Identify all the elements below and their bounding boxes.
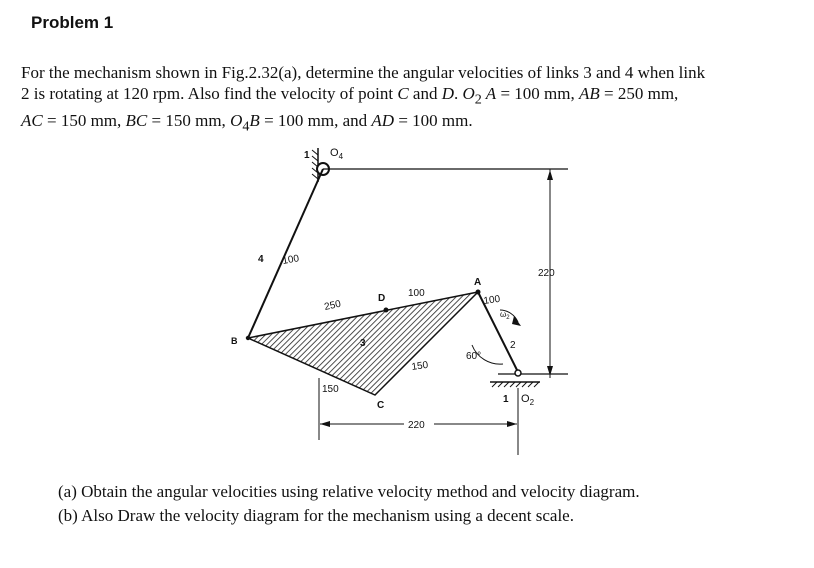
joint-o2 bbox=[515, 370, 521, 376]
statement-line-1: For the mechanism shown in Fig.2.32(a), determine the angular velocities of links 3 and 4 when link bbox=[21, 63, 706, 82]
dim-arrow-right bbox=[507, 421, 517, 427]
label-dim-o2a: 100 bbox=[482, 293, 501, 307]
label-dim-vertical: 220 bbox=[538, 268, 555, 279]
statement-line-2: 2 is rotating at 120 rpm. Also find the velocity of point C and D. $O_2$ A = 100 mm, AB = 250 mm, bbox=[21, 84, 679, 108]
label-link-2: 2 bbox=[510, 340, 516, 351]
ground-o2 bbox=[490, 382, 540, 387]
label-dim-horizontal: 220 bbox=[408, 420, 425, 431]
label-dim-ad: 100 bbox=[408, 288, 425, 299]
label-link-3: 3 bbox=[360, 338, 366, 349]
label-point-c: C bbox=[377, 400, 385, 411]
joint-d bbox=[384, 308, 389, 313]
part-a: (a) Obtain the angular velocities using relative velocity method and velocity diagram. bbox=[58, 482, 640, 501]
omega2-arrow-head bbox=[512, 316, 521, 326]
label-ground-top: 1 bbox=[304, 150, 310, 161]
problem-parts bbox=[58, 480, 640, 528]
dim-arrow-left bbox=[320, 421, 330, 427]
label-o4: $O_4$ bbox=[330, 147, 344, 161]
label-angle-60: 60° bbox=[466, 351, 482, 362]
problem-heading: Problem 1 bbox=[31, 13, 114, 32]
statement-line-3: AC = 150 mm, BC = 150 mm, $O_4B = 100$ mm, and AD = 100 mm. bbox=[21, 111, 473, 135]
label-dim-bc: 150 bbox=[322, 384, 339, 395]
label-omega2: $\omega_2$ bbox=[500, 310, 510, 321]
label-ground-bottom: 1 bbox=[503, 394, 509, 405]
label-point-d: D bbox=[378, 293, 386, 304]
ground-o4 bbox=[312, 148, 318, 182]
joint-b bbox=[246, 336, 250, 340]
label-link-4: 4 bbox=[258, 254, 264, 265]
label-o2: $O_2$ bbox=[521, 393, 535, 407]
label-dim-o4b: 100 bbox=[281, 253, 300, 267]
joint-a bbox=[476, 290, 481, 295]
part-b: (b) Also Draw the velocity diagram for the mechanism using a decent scale. bbox=[58, 506, 574, 525]
label-point-b: B bbox=[231, 336, 238, 346]
label-dim-ab: 250 bbox=[323, 298, 342, 313]
dim-arrow-top bbox=[547, 170, 553, 180]
label-dim-ac: 150 bbox=[410, 359, 429, 373]
label-point-a: A bbox=[474, 277, 482, 288]
